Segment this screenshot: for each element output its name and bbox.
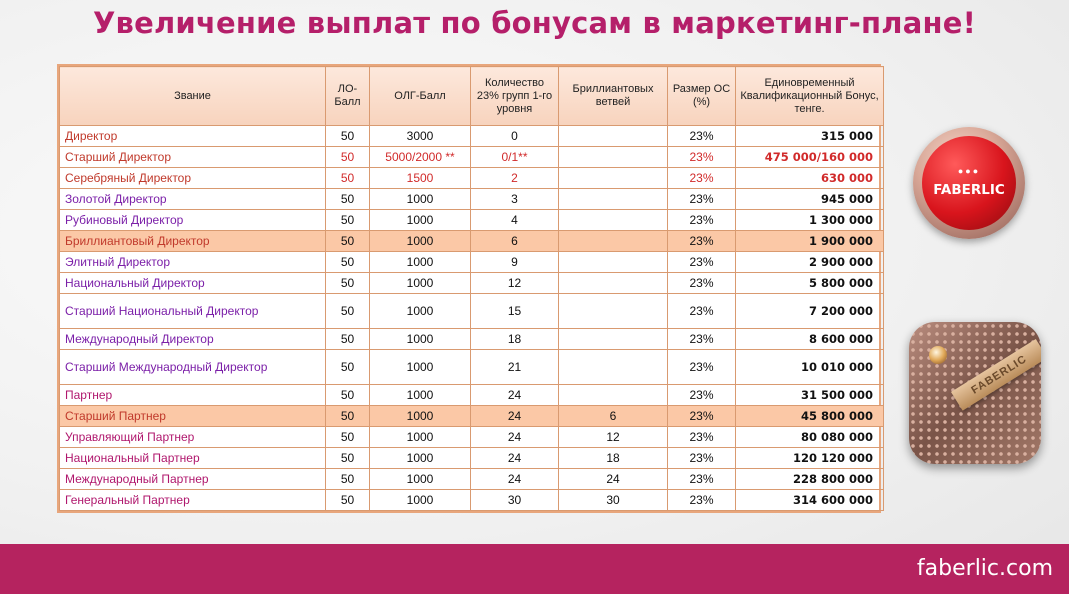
diamond-cell <box>559 210 668 231</box>
olg-cell: 1000 <box>370 469 471 490</box>
bonus-cell: 7 200 000 <box>736 294 884 329</box>
os-cell: 23% <box>668 469 736 490</box>
rank-cell: Рубиновый Директор <box>60 210 326 231</box>
table-row <box>60 350 884 385</box>
lo-cell: 50 <box>326 350 370 385</box>
lo-cell: 50 <box>326 469 370 490</box>
lo-cell: 50 <box>326 427 370 448</box>
olg-cell: 1000 <box>370 210 471 231</box>
bonus-cell: 1 900 000 <box>736 231 884 252</box>
bonus-cell: 80 080 000 <box>736 427 884 448</box>
groups-cell: 2 <box>471 168 559 189</box>
rank-cell: Золотой Директор <box>60 189 326 210</box>
lo-cell: 50 <box>326 406 370 427</box>
olg-cell: 1000 <box>370 329 471 350</box>
diamond-cell <box>559 252 668 273</box>
page-title: Увеличение выплат по бонусам в маркетинг-плане! <box>92 6 977 40</box>
olg-cell: 1500 <box>370 168 471 189</box>
table-row <box>60 189 884 210</box>
diamond-cell <box>559 385 668 406</box>
os-cell: 23% <box>668 147 736 168</box>
table-row <box>60 126 884 147</box>
table-row <box>60 147 884 168</box>
bonus-cell: 945 000 <box>736 189 884 210</box>
header-olg: ОЛГ-Балл <box>370 67 471 126</box>
diamond-cell <box>559 350 668 385</box>
gem-icon <box>929 346 947 364</box>
olg-cell: 1000 <box>370 406 471 427</box>
footer-bar <box>0 544 1069 594</box>
rank-cell: Серебряный Директор <box>60 168 326 189</box>
olg-cell: 1000 <box>370 427 471 448</box>
lo-cell: 50 <box>326 231 370 252</box>
header-groups: Количество 23% групп 1-го уровня <box>471 67 559 126</box>
os-cell: 23% <box>668 448 736 469</box>
table-row <box>60 490 884 511</box>
lo-cell: 50 <box>326 147 370 168</box>
groups-cell: 0/1** <box>471 147 559 168</box>
bonus-cell: 315 000 <box>736 126 884 147</box>
header-bonus: Единовременный Квалификационный Бонус, тенге. <box>736 67 884 126</box>
rank-cell: Международный Партнер <box>60 469 326 490</box>
bonus-cell: 2 900 000 <box>736 252 884 273</box>
os-cell: 23% <box>668 427 736 448</box>
rank-cell: Старший Директор <box>60 147 326 168</box>
table-row <box>60 168 884 189</box>
table-row <box>60 427 884 448</box>
faberlic-badge-logo <box>913 127 1025 239</box>
footer-site-link[interactable]: faberlic.com <box>916 556 1053 581</box>
groups-cell: 0 <box>471 126 559 147</box>
bonus-cell: 120 120 000 <box>736 448 884 469</box>
groups-cell: 3 <box>471 189 559 210</box>
badge-dots-icon: ●●● <box>957 166 981 176</box>
os-cell: 23% <box>668 210 736 231</box>
diamond-cell <box>559 231 668 252</box>
olg-cell: 5000/2000 ** <box>370 147 471 168</box>
rank-cell: Бриллиантовый Директор <box>60 231 326 252</box>
olg-cell: 1000 <box>370 231 471 252</box>
diamond-cell: 6 <box>559 406 668 427</box>
os-cell: 23% <box>668 126 736 147</box>
groups-cell: 18 <box>471 329 559 350</box>
os-cell: 23% <box>668 168 736 189</box>
rank-cell: Старший Национальный Директор <box>60 294 326 329</box>
diamond-cell <box>559 273 668 294</box>
rank-cell: Международный Директор <box>60 329 326 350</box>
olg-cell: 1000 <box>370 273 471 294</box>
bonus-cell: 475 000/160 000 <box>736 147 884 168</box>
groups-cell: 24 <box>471 448 559 469</box>
olg-cell: 3000 <box>370 126 471 147</box>
table-row <box>60 469 884 490</box>
os-cell: 23% <box>668 385 736 406</box>
rank-cell: Директор <box>60 126 326 147</box>
diamond-cell <box>559 147 668 168</box>
olg-cell: 1000 <box>370 189 471 210</box>
lo-cell: 50 <box>326 189 370 210</box>
header-lo: ЛО-Балл <box>326 67 370 126</box>
marketing-plan-table <box>57 64 881 513</box>
groups-cell: 24 <box>471 385 559 406</box>
rank-cell: Национальный Партнер <box>60 448 326 469</box>
diamond-cell: 12 <box>559 427 668 448</box>
bonus-cell: 45 800 000 <box>736 406 884 427</box>
bonus-cell: 228 800 000 <box>736 469 884 490</box>
rank-cell: Управляющий Партнер <box>60 427 326 448</box>
os-cell: 23% <box>668 231 736 252</box>
olg-cell: 1000 <box>370 490 471 511</box>
diamond-cell: 24 <box>559 469 668 490</box>
lo-cell: 50 <box>326 329 370 350</box>
table-row <box>60 231 884 252</box>
os-cell: 23% <box>668 273 736 294</box>
bonus-cell: 31 500 000 <box>736 385 884 406</box>
bonus-cell: 10 010 000 <box>736 350 884 385</box>
rank-cell: Партнер <box>60 385 326 406</box>
diamond-cell: 30 <box>559 490 668 511</box>
plate-brand-text: FABERLIC <box>951 339 1041 411</box>
diamond-cell <box>559 168 668 189</box>
diamond-cell <box>559 126 668 147</box>
os-cell: 23% <box>668 294 736 329</box>
bonus-cell: 630 000 <box>736 168 884 189</box>
os-cell: 23% <box>668 189 736 210</box>
os-cell: 23% <box>668 406 736 427</box>
groups-cell: 15 <box>471 294 559 329</box>
diamond-cell: 18 <box>559 448 668 469</box>
table-row <box>60 385 884 406</box>
header-rank: Звание <box>60 67 326 126</box>
badge-brand-text: FABERLIC <box>933 182 1005 198</box>
os-cell: 23% <box>668 329 736 350</box>
table-header-row <box>60 67 884 126</box>
lo-cell: 50 <box>326 385 370 406</box>
table-row <box>60 448 884 469</box>
os-cell: 23% <box>668 252 736 273</box>
rank-cell: Национальный Директор <box>60 273 326 294</box>
groups-cell: 24 <box>471 406 559 427</box>
groups-cell: 4 <box>471 210 559 231</box>
header-diamond: Бриллиантовых ветвей <box>559 67 668 126</box>
bonus-cell: 5 800 000 <box>736 273 884 294</box>
diamond-cell <box>559 329 668 350</box>
table-row <box>60 273 884 294</box>
faberlic-crystal-logo <box>909 322 1041 464</box>
lo-cell: 50 <box>326 252 370 273</box>
rank-cell: Старший Международный Директор <box>60 350 326 385</box>
table-row <box>60 294 884 329</box>
bonus-cell: 314 600 000 <box>736 490 884 511</box>
groups-cell: 30 <box>471 490 559 511</box>
table-row <box>60 210 884 231</box>
lo-cell: 50 <box>326 490 370 511</box>
groups-cell: 6 <box>471 231 559 252</box>
table-row <box>60 329 884 350</box>
rank-cell: Генеральный Партнер <box>60 490 326 511</box>
groups-cell: 12 <box>471 273 559 294</box>
bonus-cell: 8 600 000 <box>736 329 884 350</box>
rank-cell: Старший Партнер <box>60 406 326 427</box>
olg-cell: 1000 <box>370 448 471 469</box>
lo-cell: 50 <box>326 168 370 189</box>
os-cell: 23% <box>668 350 736 385</box>
olg-cell: 1000 <box>370 294 471 329</box>
diamond-cell <box>559 294 668 329</box>
groups-cell: 9 <box>471 252 559 273</box>
table-row <box>60 252 884 273</box>
header-os: Размер ОС (%) <box>668 67 736 126</box>
groups-cell: 24 <box>471 427 559 448</box>
lo-cell: 50 <box>326 448 370 469</box>
olg-cell: 1000 <box>370 350 471 385</box>
olg-cell: 1000 <box>370 252 471 273</box>
os-cell: 23% <box>668 490 736 511</box>
diamond-cell <box>559 189 668 210</box>
groups-cell: 24 <box>471 469 559 490</box>
lo-cell: 50 <box>326 273 370 294</box>
lo-cell: 50 <box>326 210 370 231</box>
groups-cell: 21 <box>471 350 559 385</box>
lo-cell: 50 <box>326 294 370 329</box>
table-row <box>60 406 884 427</box>
rank-cell: Элитный Директор <box>60 252 326 273</box>
olg-cell: 1000 <box>370 385 471 406</box>
bonus-cell: 1 300 000 <box>736 210 884 231</box>
badge-inner <box>922 136 1016 230</box>
lo-cell: 50 <box>326 126 370 147</box>
